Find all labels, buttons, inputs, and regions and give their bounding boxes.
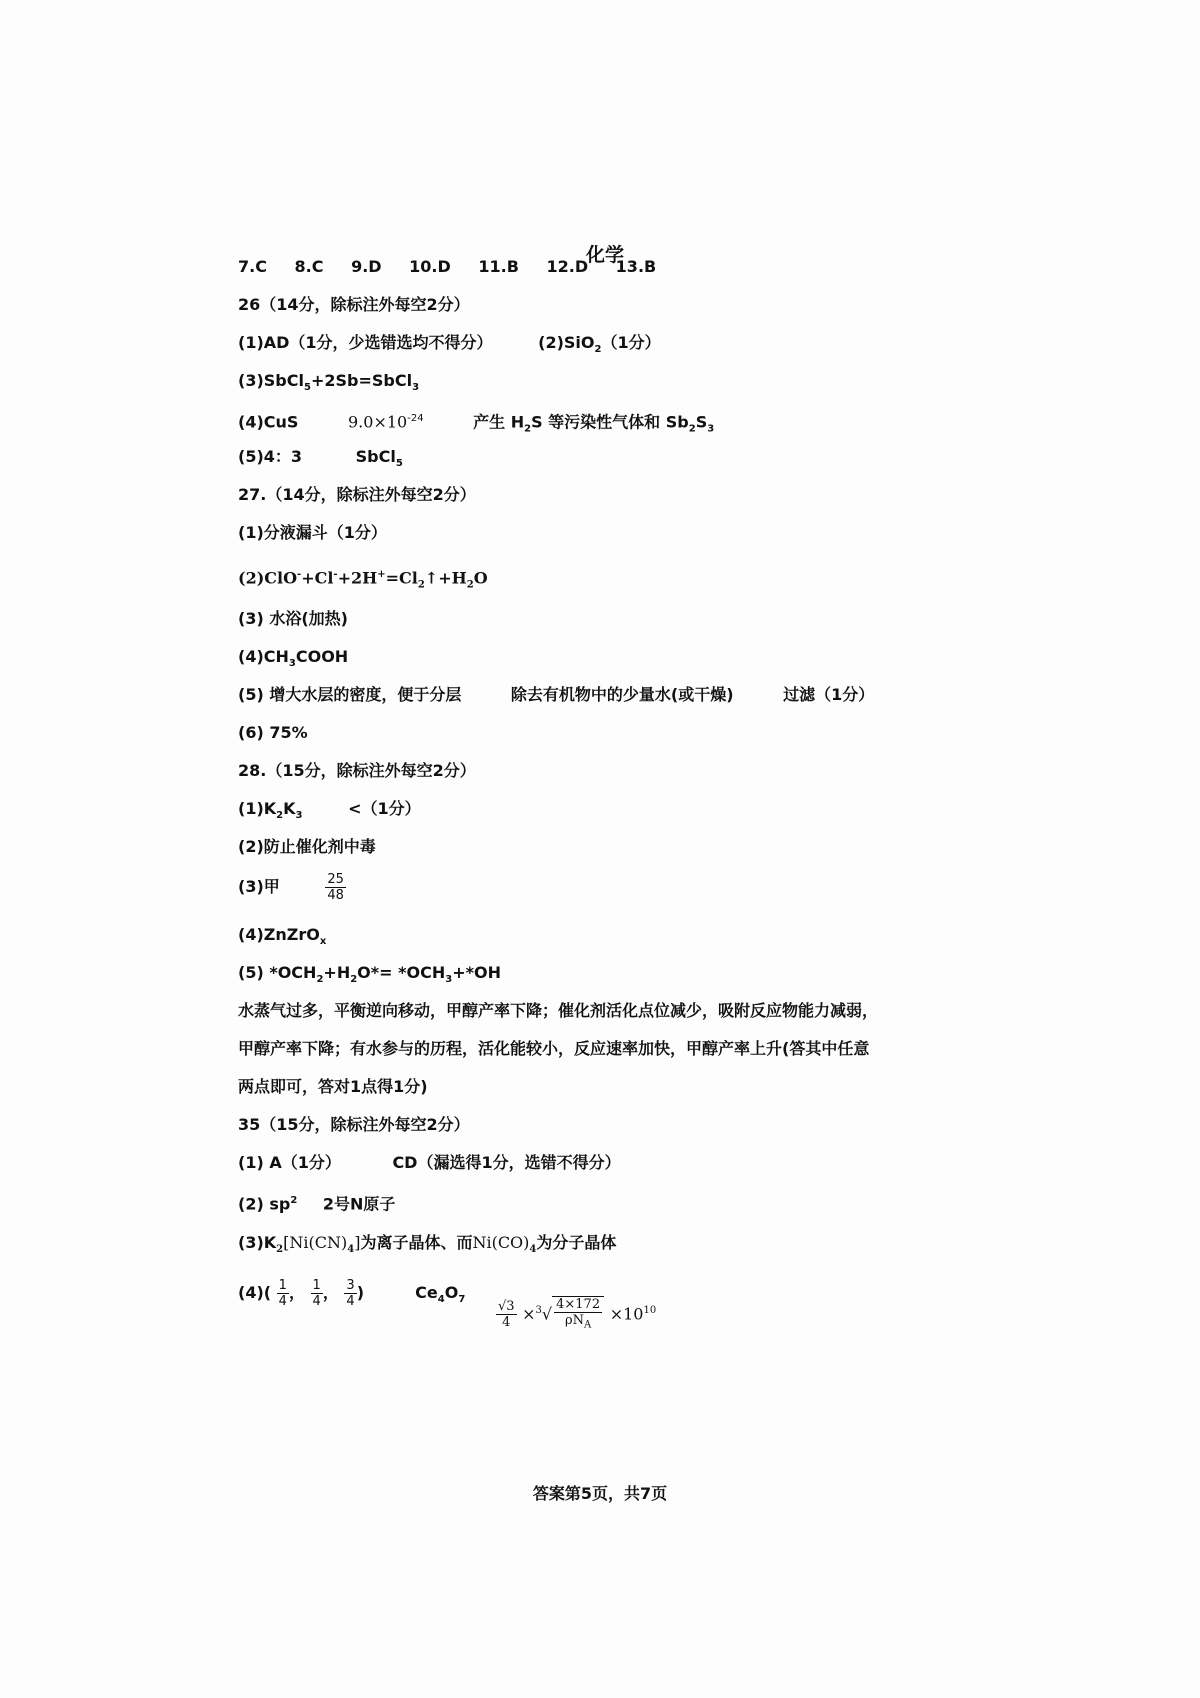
q26-part5: (5)4：3 SbCl$_5$ bbox=[238, 447, 403, 470]
q26-part4: (4)CuS $9.0\times 10^{-24}$ 产生 $H_2S$ 等污染性气体和 $Sb_2S_3$ bbox=[238, 412, 715, 435]
q26-part3: (3)SbCl$_5$+2Sb=SbCl$_3$ bbox=[238, 371, 420, 394]
q27-part1: (1)分液漏斗（1分） bbox=[238, 523, 387, 542]
mc-answer: 7.C bbox=[238, 257, 267, 276]
q27-part6: (6) 75% bbox=[238, 723, 308, 742]
q28-part1: $(1)K_2K_3 <(1$分） bbox=[238, 799, 421, 822]
q27-part4: $(4)CH_3COOH$ bbox=[238, 647, 349, 670]
q27-part2: $(2)ClO^-+Cl^-+2H^+=Cl_2↑+H_2O$ bbox=[238, 568, 488, 591]
mc-answer: 9.D bbox=[351, 257, 382, 276]
q28-part5: (5) $*OCH_2+H_2O*= *OCH_3+*OH$ bbox=[238, 963, 501, 986]
mc-answer: 8.C bbox=[294, 257, 324, 276]
q35-part4: (4)( $\frac{1}{4}$ ， $\frac{1}{4}$ ， $\frac{3}{4}$ ) $Ce_4O_7$ bbox=[238, 1278, 466, 1309]
lattice-formula: $\frac{√3}{4}$ ×$^3$√ $\frac{4\times 172}{\rho N_A}$ $\times 10^{10}$ bbox=[498, 1297, 657, 1331]
q27-part5: (5) 增大水层的密度，便于分层 除去有机物中的少量水(或干燥) 过滤（1分） bbox=[238, 685, 875, 704]
mc-answer: 11.B bbox=[478, 257, 519, 276]
q28-explanation-line3: 两点即可，答对1点得1分) bbox=[238, 1077, 428, 1096]
page-footer: 答案第5页，共7页 bbox=[532, 1484, 668, 1503]
mc-answer: 10.D bbox=[409, 257, 451, 276]
q35-header: 35（15分，除标注外每空2分） bbox=[238, 1115, 470, 1134]
fraction: $\frac{1}{4}$ bbox=[312, 1278, 321, 1309]
fraction: $\frac{25}{48}$ bbox=[327, 872, 344, 903]
fraction: $\frac{4\times 172}{\rho N_A}$ bbox=[556, 1297, 601, 1331]
q28-part3: (3)甲 $\frac{25}{48}$ bbox=[238, 872, 344, 903]
mc-answer: 13.B bbox=[615, 257, 657, 276]
q28-part4: (4)ZnZrO$_x$ bbox=[238, 925, 327, 948]
page-title: 化学 bbox=[585, 244, 624, 266]
fraction: $\frac{√3}{4}$ bbox=[498, 1299, 515, 1331]
q28-explanation-line2: 甲醇产率下降；有水参与的历程，活化能较小，反应速率加快，甲醇产率上升(答其中任意 bbox=[238, 1039, 870, 1058]
q28-header: 28.（15分，除标注外每空2分） bbox=[238, 761, 476, 780]
q27-part3: (3) 水浴(加热) bbox=[238, 609, 348, 628]
q27-header: 27.（14分，除标注外每空2分） bbox=[238, 485, 476, 504]
q28-explanation-line1: 水蒸气过多，平衡逆向移动，甲醇产率下降；催化剂活化点位减少，吸附反应物能力减弱， bbox=[238, 1001, 879, 1020]
q26-header: 26（14分，除标注外每空2分） bbox=[238, 295, 470, 314]
fraction: $\frac{3}{4}$ bbox=[346, 1278, 355, 1309]
mc-answer: 12.D bbox=[546, 257, 589, 276]
q35-part2: (2) $sp^2$ 2号N原子 bbox=[238, 1194, 396, 1214]
fraction: $\frac{1}{4}$ bbox=[278, 1278, 287, 1309]
q26-part1: (1)AD（1分，少选错选均不得分） (2)SiO$_2$（1分） bbox=[238, 333, 661, 356]
q28-part2: (2)防止催化剂中毒 bbox=[238, 837, 376, 856]
q35-part1: (1) A（1分） CD（漏选得1分，选错不得分） bbox=[238, 1153, 621, 1172]
cube-root bbox=[552, 1296, 604, 1333]
q35-part3: $(3)K_2[Ni(CN)_4]$为离子晶体、而$Ni(CO)_4$为分子晶体 bbox=[238, 1233, 617, 1256]
mc-answers bbox=[238, 256, 656, 278]
